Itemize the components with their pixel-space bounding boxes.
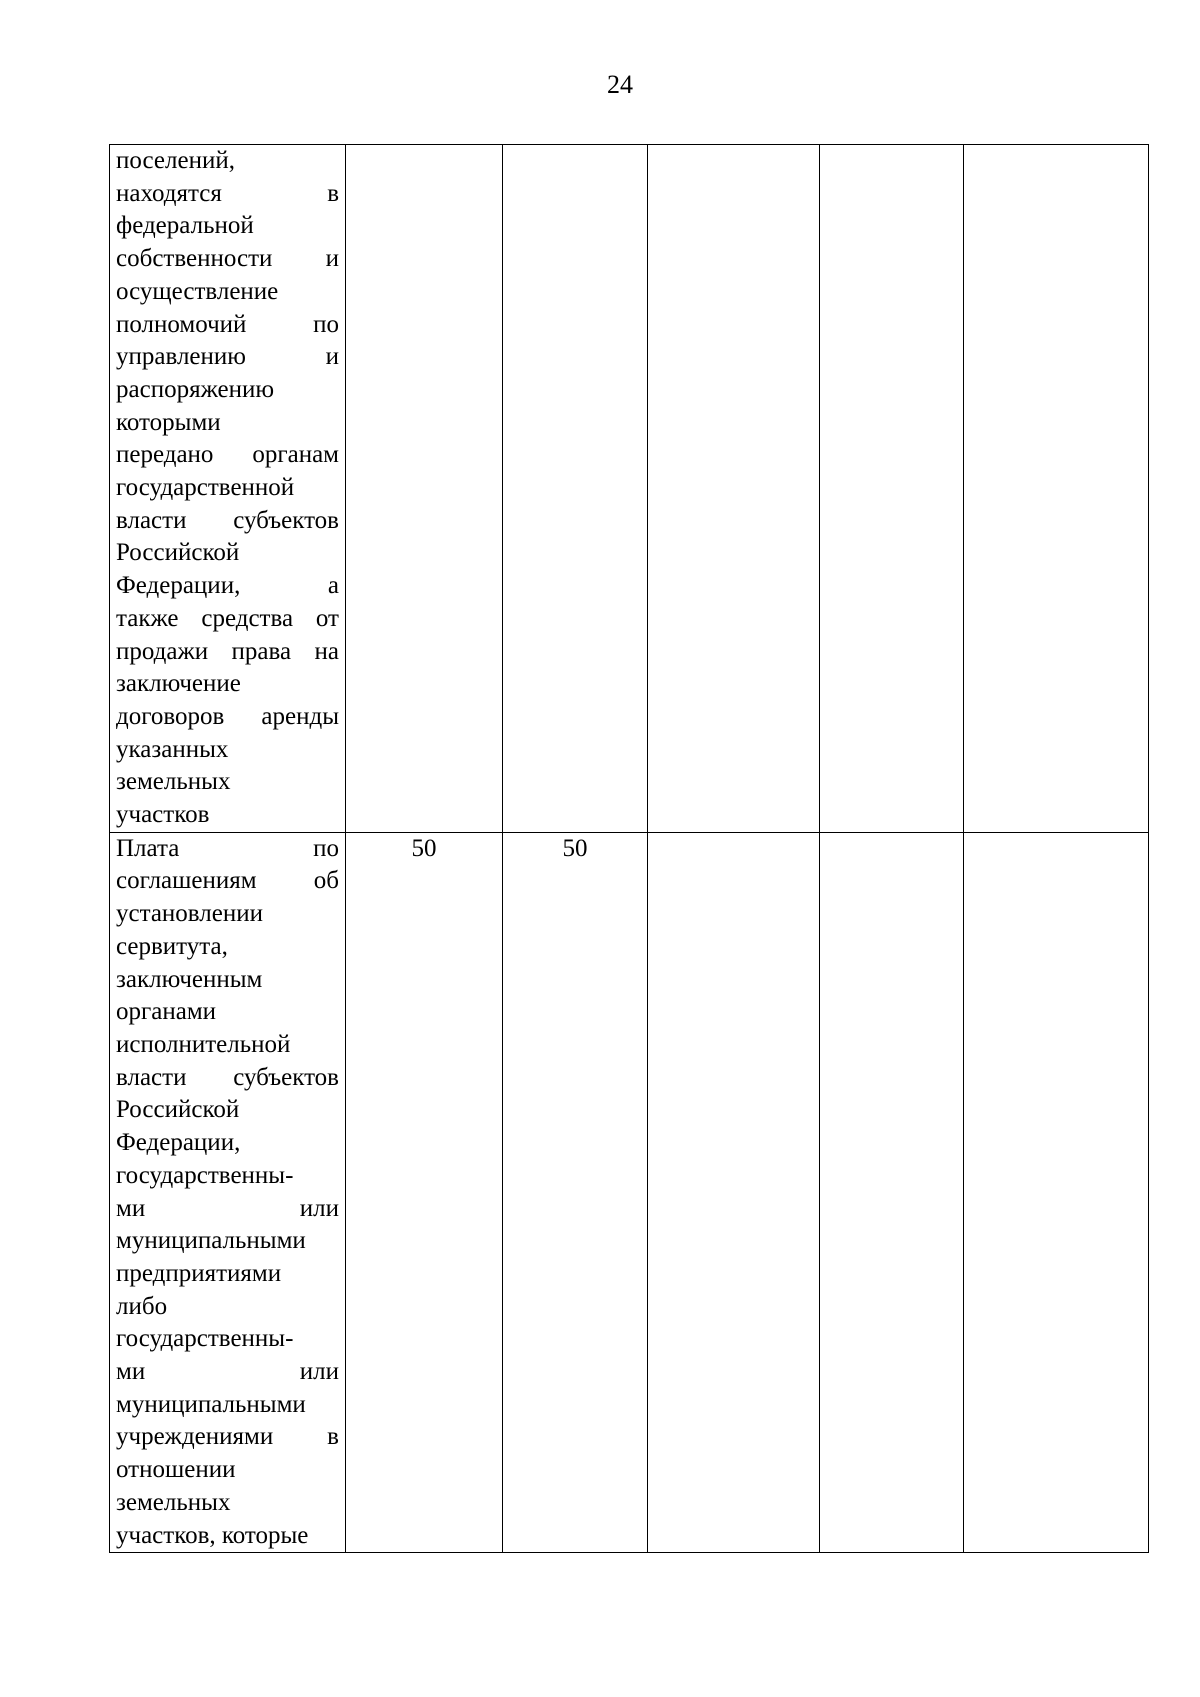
description-line: договоров аренды [116,702,339,730]
description-line: ми или [116,1194,339,1222]
description-line: установлении [116,900,263,928]
value-cell [964,832,1149,1552]
description-line: федеральной [116,212,254,240]
description-line: передано органам [116,441,339,469]
description-line: власти субъектов [116,506,339,534]
table-row [110,832,1149,1552]
description-line: учреждениями в [116,1423,339,1451]
value-cell [648,832,820,1552]
page-number: 24 [607,70,633,99]
description-line: Российской [116,1096,240,1124]
description-line: Федерации, а [116,572,339,600]
description-line: государственны- [116,1161,294,1189]
value-cell: 50 [503,832,648,1552]
description-line: сервитута, [116,932,228,960]
description-line: осуществление [116,277,279,305]
description-line: государственны- [116,1325,294,1353]
description-line: либо [116,1292,168,1320]
row-description [110,832,346,1552]
description-line: собственности и [116,245,339,273]
value-cell [648,145,820,833]
description-line: находятся в [116,179,339,207]
value-cell [820,832,964,1552]
description-line: продажи права на [116,637,339,665]
description-line: ми или [116,1358,339,1386]
description-line: поселений, [116,147,235,174]
description-line: соглашениям об [116,867,339,895]
description-line: которыми [116,408,221,436]
budget-table [109,144,1149,1553]
description-line: также средства от [116,604,339,632]
description-line: муниципальными [116,1227,306,1255]
description-line: Плата по [116,834,339,862]
description-line: распоряжению [116,375,275,403]
description-line: земельных [116,768,231,796]
value-cell [964,145,1149,833]
row-description [110,145,346,833]
description-line: муниципальными [116,1390,306,1418]
description-line: отношении [116,1456,236,1484]
table-row [110,145,1149,833]
value-cell [503,145,648,833]
value-cell [346,145,503,833]
description-line: земельных [116,1488,231,1516]
description-line: заключение [116,670,241,698]
description-line: власти субъектов [116,1063,339,1091]
description-line: исполнительной [116,1030,291,1058]
description-line: предприятиями [116,1259,282,1287]
description-line: Российской [116,539,240,567]
description-line: органами [116,998,217,1026]
description-line: заключенным [116,965,263,993]
description-line: участков, которые [116,1521,309,1549]
description-line: управлению и [116,343,339,371]
value-cell: 50 [346,832,503,1552]
description-line: участков [116,801,210,829]
value-cell [820,145,964,833]
description-line: Федерации, [116,1129,241,1157]
description-line: указанных [116,735,229,763]
description-line: полномочий по [116,310,339,338]
description-line: государственной [116,474,295,502]
